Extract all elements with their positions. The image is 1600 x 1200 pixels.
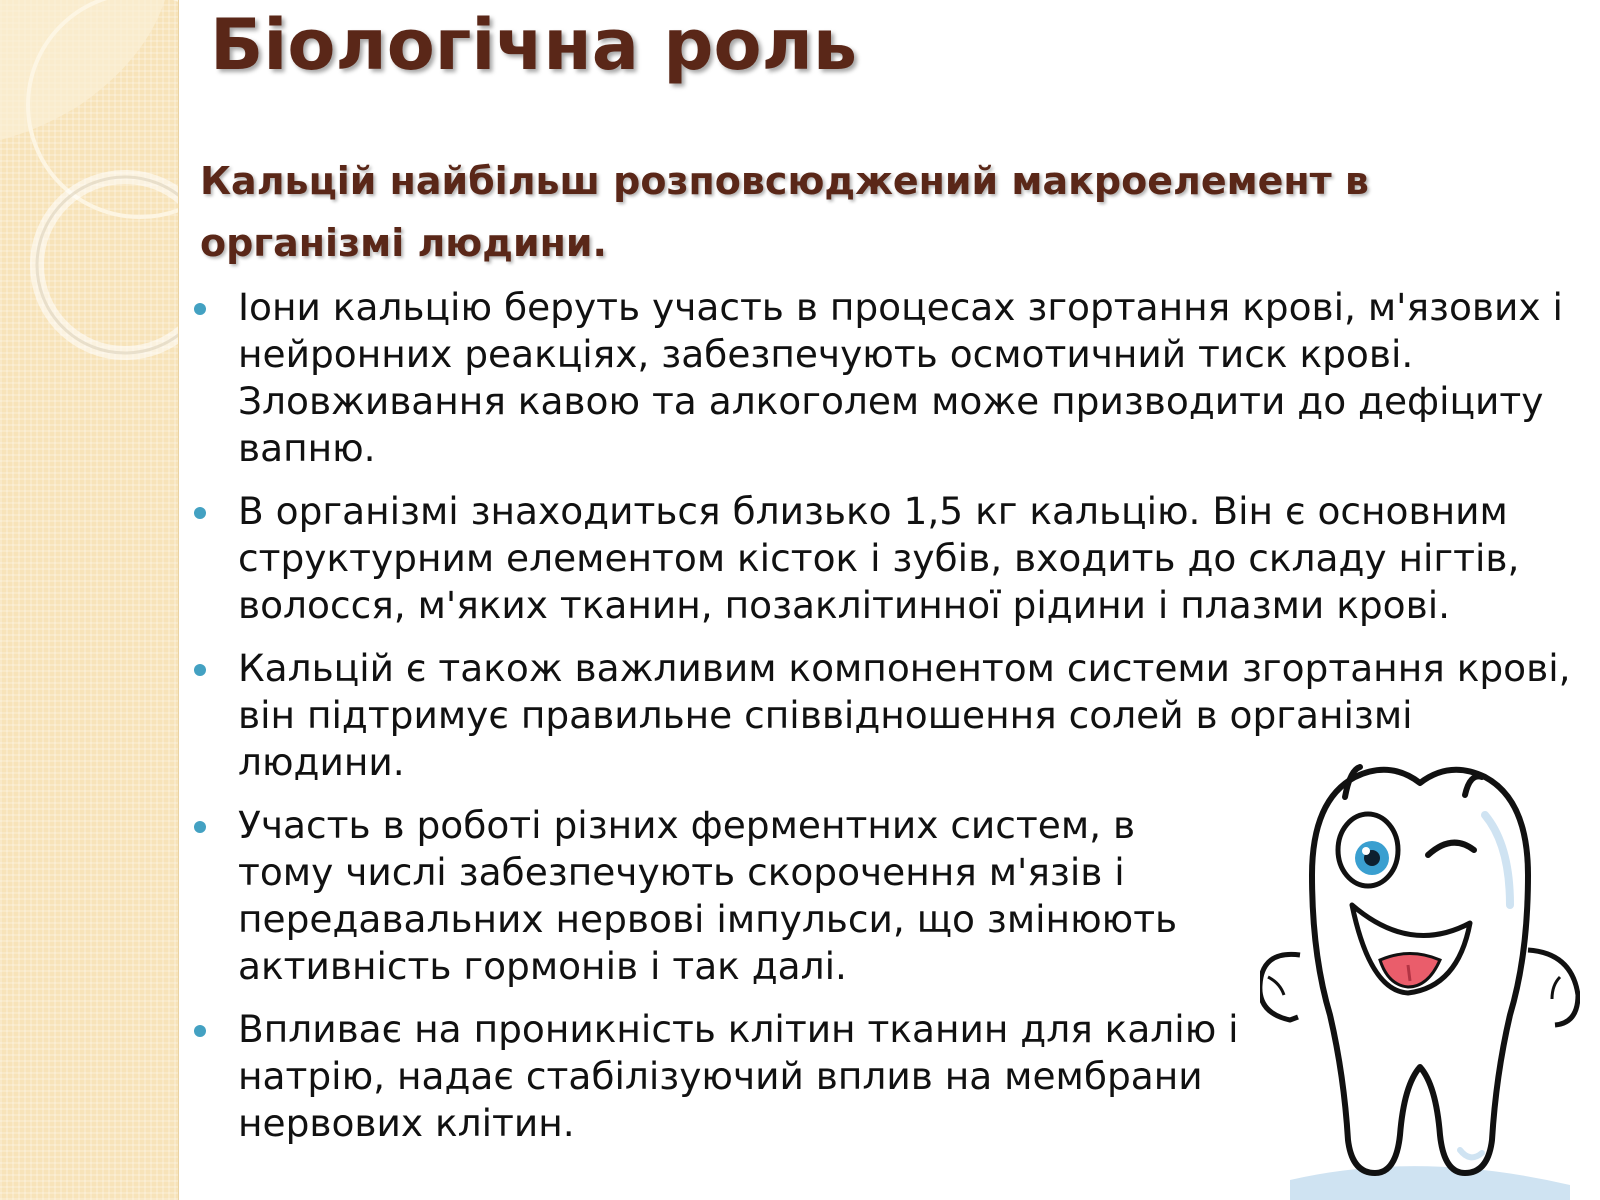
side-decor-panel — [0, 0, 179, 1200]
round-bullet-icon — [194, 821, 206, 833]
round-bullet-icon — [194, 507, 206, 519]
bullet-text: Впливає на проникність клітин тканин для калію і натрію, надає стабілізуючий вплив на мембрани нервових клітин. — [238, 1007, 1239, 1145]
slide-title: Біологічна роль — [210, 4, 858, 86]
bullet-text: Іони кальцію беруть участь в процесах згортання крові, м'язових і нейронних реакціях, забезпечують осмотичний тиск крові. Зловживання кавою та алкоголем може призводити до дефіциту вапню. — [238, 285, 1563, 470]
decorative-rings-icon — [0, 0, 178, 1200]
slide-subtitle: Кальцій найбільш розповсюджений макроелемент в організмі людини. — [200, 159, 1369, 265]
bullet-item — [190, 488, 1585, 629]
bullet-text: Кальцій є також важливим компонентом системи згортання крові, він підтримує правильне співвідношення солей в організмі людини. — [238, 646, 1571, 784]
round-bullet-icon — [194, 1025, 206, 1037]
bullet-text: Участь в роботі різних ферментних систем, в тому числі забезпечують скорочення м'язів і передавальних нервові імпульси, що змінюють активність гормонів і так далі. — [238, 803, 1178, 988]
round-bullet-icon — [194, 303, 206, 315]
smiling-tooth-icon — [1260, 755, 1580, 1200]
round-bullet-icon — [194, 664, 206, 676]
bullet-item — [190, 284, 1585, 472]
bullet-text: В організмі знаходиться близько 1,5 кг кальцію. Він є основним структурним елементом кісток і зубів, входить до складу нігтів, волосся, м'яких тканин, позаклітинної рідини і плазми крові. — [238, 489, 1520, 627]
